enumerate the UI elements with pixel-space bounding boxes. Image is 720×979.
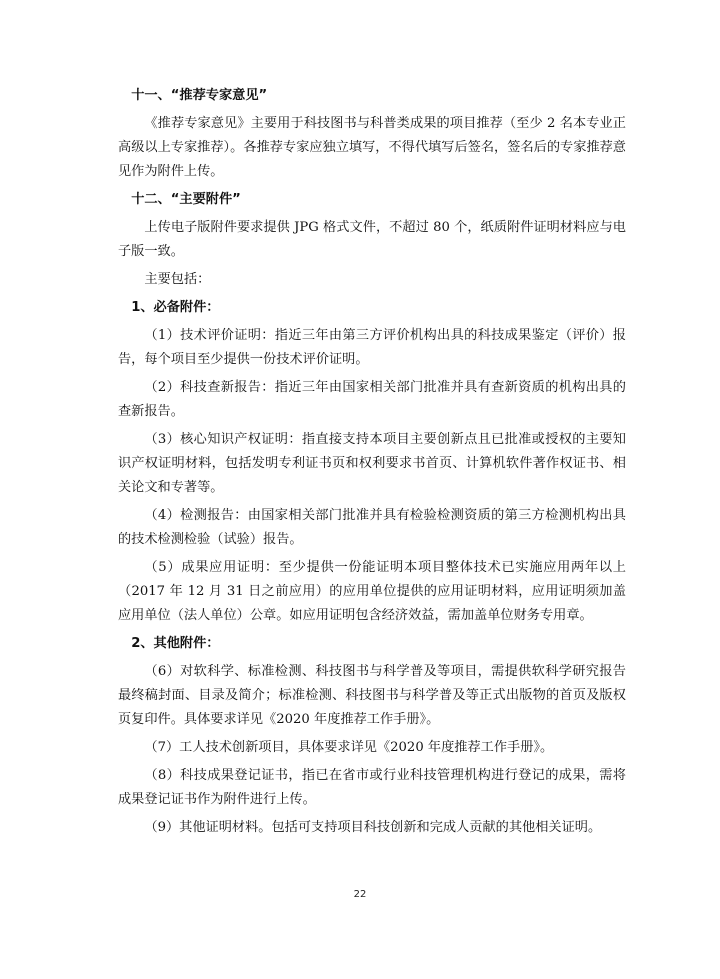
required-attachments-heading: 1、必备附件： bbox=[131, 300, 220, 315]
section-12-includes: 主要包括： bbox=[144, 272, 211, 287]
required-item-4: （4）检测报告：由国家相关部门批准并具有检验检测资质的第三方检测机构出具的技术检测检验（试验）报告。 bbox=[118, 508, 626, 547]
page-number: 22 bbox=[353, 889, 367, 900]
page-content bbox=[118, 84, 626, 840]
section-12-intro: 上传电子版附件要求提供 JPG 格式文件，不超过 80 个，纸质附件证明材料应与电子版一致。 bbox=[118, 220, 626, 259]
required-item-1: （1）技术评价证明：指近三年由第三方评价机构出具的科技成果鉴定（评价）报告，每个项目至少提供一份技术评价证明。 bbox=[118, 328, 626, 367]
required-item-3: （3）核心知识产权证明：指直接支持本项目主要创新点且已批准或授权的主要知识产权证明材料，包括发明专利证书页和权利要求书首页、计算机软件著作权证书、相关论文和专著等。 bbox=[118, 432, 626, 495]
other-attachments-heading: 2、其他附件： bbox=[131, 636, 220, 651]
other-item-9: （9）其他证明材料。包括可支持项目科技创新和完成人贡献的其他相关证明。 bbox=[144, 820, 602, 835]
required-item-2: （2）科技查新报告：指近三年由国家相关部门批准并具有查新资质的机构出具的查新报告。 bbox=[118, 380, 626, 419]
section-11-heading: 十一、“推荐专家意见” bbox=[131, 88, 268, 103]
other-item-8: （8）科技成果登记证书，指已在省市或行业科技管理机构进行登记的成果，需将成果登记证书作为附件进行上传。 bbox=[118, 768, 626, 807]
section-11-paragraph: 《推荐专家意见》主要用于科技图书与科普类成果的项目推荐（至少 2 名本专业正高级以上专家推荐）。各推荐专家应独立填写，不得代填写后签名，签名后的专家推荐意见作为附件上传。 bbox=[118, 116, 626, 179]
other-item-6: （6）对软科学、标准检测、科技图书与科学普及等项目，需提供软科学研究报告最终稿封面、目录及简介；标准检测、科技图书与科学普及等正式出版物的首页及版权页复印件。具体要求详见《2020 年度推荐工作手册》。 bbox=[118, 664, 626, 727]
other-item-7: （7）工人技术创新项目，具体要求详见《2020 年度推荐工作手册》。 bbox=[144, 740, 554, 755]
section-12-heading: 十二、“主要附件” bbox=[131, 192, 241, 207]
required-item-5: （5）成果应用证明：至少提供一份能证明本项目整体技术已实施应用两年以上（2017 年 12 月 31 日之前应用）的应用单位提供的应用证明材料，应用证明须加盖应用单位（法人单位）公章。如应用证明包含经济效益，需加盖单位财务专用章。 bbox=[118, 560, 626, 623]
